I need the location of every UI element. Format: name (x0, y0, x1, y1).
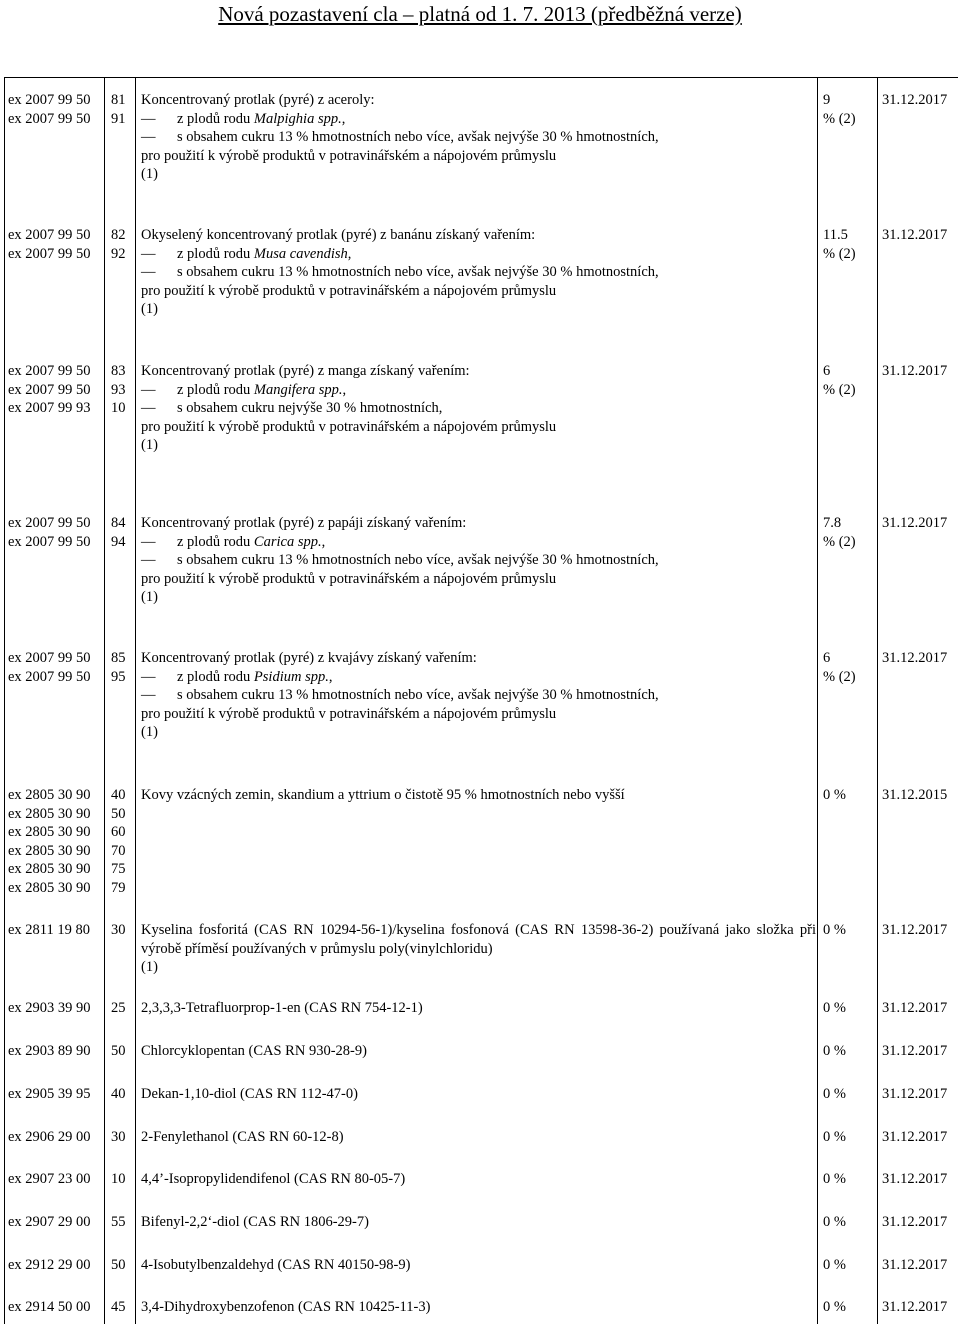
taric-code: 40 (111, 787, 126, 803)
taric-code: 91 (111, 110, 126, 127)
footnote-ref: (1) (141, 959, 158, 976)
description-main: Koncentrovaný protlak (pyré) z papáji získaný vařením: (141, 515, 467, 531)
taric-cell (111, 362, 133, 418)
taric-code: 75 (111, 861, 126, 878)
cn-code: ex 2805 30 90 (8, 879, 91, 896)
species-name: Carica spp. (253, 533, 322, 550)
origin-suffix: , (321, 533, 326, 550)
description-use: pro použití k výrobě produktů v potravinářském a nápojovém průmyslu (141, 418, 557, 435)
sugar-condition: s obsahem cukru nejvýše 30 % hmotnostních, (177, 400, 443, 417)
duty-rate: 0 % (823, 1171, 846, 1187)
origin-prefix: z plodů rodu (177, 381, 254, 398)
duty-rate: 7.8 (823, 515, 842, 531)
description-cell: Bifenyl-2,2‘-diol (CAS RN 1806-29-7) (141, 1214, 369, 1230)
end-date: 31.12.2017 (882, 515, 948, 531)
taric-code: 40 (111, 1086, 126, 1102)
duty-rate: 0 % (823, 1214, 846, 1230)
description-sub-sugar (141, 128, 816, 147)
end-date: 31.12.2017 (882, 227, 948, 243)
origin-prefix: z plodů rodu (177, 668, 254, 685)
duty-rate-cell (823, 226, 878, 263)
cn-code-cell (8, 514, 106, 551)
cn-code-cell (8, 786, 106, 898)
taric-code: 60 (111, 824, 126, 841)
cn-code: ex 2906 29 00 (8, 1129, 91, 1145)
description-main: Kyselina fosforitá (CAS RN 10294-56-1)/kyselina fosfonová (CAS RN 13598-36-2) používaná jako složka při výrobě příměsí používaných v průmyslu poly(vinylchloridu) (141, 922, 816, 957)
taric-code: 25 (111, 1000, 126, 1016)
taric-code: 30 (111, 1129, 126, 1145)
duty-rate: 0 % (823, 1257, 846, 1273)
description-sub-origin (141, 110, 816, 129)
description-cell: 2,3,3,3-Tetrafluorprop-1-en (CAS RN 754-12-1) (141, 1000, 423, 1016)
description-main: Koncentrovaný protlak (pyré) z manga získaný vařením: (141, 363, 470, 379)
description-cell: Kovy vzácných zemin, skandium a yttrium o čistotě 95 % hmotnostních nebo vyšší (141, 787, 625, 803)
dash-mark: — (141, 400, 156, 417)
end-date: 31.12.2017 (882, 1129, 948, 1145)
duty-rate: 6 (823, 363, 831, 379)
taric-code: 82 (111, 227, 126, 243)
description-sub-origin (141, 533, 816, 552)
taric-code: 50 (111, 1257, 126, 1273)
column-divider (135, 77, 136, 1324)
description-cell: 3,4-Dihydroxybenzofenon (CAS RN 10425-11-3) (141, 1299, 431, 1315)
description-cell (141, 362, 816, 455)
cn-code-cell (8, 362, 106, 418)
taric-cell (111, 649, 133, 686)
end-date: 31.12.2017 (882, 922, 948, 938)
duty-rate: 0 % (823, 922, 846, 938)
duty-rate: % (2) (823, 381, 856, 398)
sugar-condition: s obsahem cukru 13 % hmotnostních nebo více, avšak nejvýše 30 % hmotnostních, (177, 552, 659, 569)
dash-mark: — (141, 264, 156, 281)
origin-prefix: z plodů rodu (177, 110, 254, 127)
taric-code: 84 (111, 515, 126, 531)
duty-rate-cell (823, 362, 878, 399)
cn-code: ex 2903 89 90 (8, 1043, 91, 1059)
end-date: 31.12.2017 (882, 1171, 948, 1187)
description-use: pro použití k výrobě produktů v potravinářském a nápojovém průmyslu (141, 705, 557, 722)
taric-code: 30 (111, 922, 126, 938)
description-sub-sugar (141, 686, 816, 705)
duty-rate-cell (823, 649, 878, 686)
end-date: 31.12.2015 (882, 787, 948, 803)
origin-suffix: , (341, 110, 346, 127)
description-cell: Chlorcyklopentan (CAS RN 930-28-9) (141, 1043, 367, 1059)
dash-mark: — (141, 687, 156, 704)
cn-code-cell (8, 649, 106, 686)
end-date: 31.12.2017 (882, 1000, 948, 1016)
footnote-ref: (1) (141, 589, 158, 606)
cn-code: ex 2805 30 90 (8, 824, 91, 841)
description-cell: 4,4’-Isopropylidendifenol (CAS RN 80-05-7) (141, 1171, 406, 1187)
duty-rate: 0 % (823, 1129, 846, 1145)
sugar-condition: s obsahem cukru 13 % hmotnostních nebo více, avšak nejvýše 30 % hmotnostních, (177, 129, 659, 146)
duty-rate: 11.5 (823, 227, 848, 243)
dash-mark: — (141, 110, 156, 127)
description-sub-origin (141, 381, 816, 400)
taric-code: 50 (111, 1043, 126, 1059)
end-date: 31.12.2017 (882, 363, 948, 379)
origin-suffix: , (328, 668, 333, 685)
sugar-condition: s obsahem cukru 13 % hmotnostních nebo více, avšak nejvýše 30 % hmotnostních, (177, 264, 659, 281)
end-date: 31.12.2017 (882, 1086, 948, 1102)
taric-code: 81 (111, 92, 126, 108)
taric-cell (111, 91, 133, 128)
taric-code: 93 (111, 381, 126, 398)
dash-mark: — (141, 533, 156, 550)
taric-code: 45 (111, 1299, 126, 1315)
description-sub-sugar (141, 399, 816, 418)
end-date: 31.12.2017 (882, 650, 948, 666)
description-use: pro použití k výrobě produktů v potravinářském a nápojovém průmyslu (141, 147, 557, 164)
cn-code: ex 2805 30 90 (8, 861, 91, 878)
description-sub-origin (141, 668, 816, 687)
dash-mark: — (141, 668, 156, 685)
cn-code: ex 2811 19 80 (8, 922, 91, 938)
cn-code: ex 2907 29 00 (8, 1214, 91, 1230)
cn-code-cell (8, 91, 106, 128)
cn-code: ex 2903 39 90 (8, 1000, 91, 1016)
footnote-ref: (1) (141, 437, 158, 454)
description-main: Koncentrovaný protlak (pyré) z kvajávy získaný vařením: (141, 650, 477, 666)
end-date: 31.12.2017 (882, 1299, 948, 1315)
page-title: Nová pozastavení cla – platná od 1. 7. 2013 (předběžná verze) (218, 2, 742, 26)
taric-cell (111, 226, 133, 263)
taric-code: 92 (111, 245, 126, 262)
footnote-ref: (1) (141, 724, 158, 741)
duty-rate: 0 % (823, 787, 846, 803)
description-cell (141, 649, 816, 742)
description-sub-origin (141, 245, 816, 264)
taric-code: 10 (111, 400, 126, 417)
cn-code: ex 2805 30 90 (8, 787, 91, 803)
duty-rate: 0 % (823, 1086, 846, 1102)
description-cell: 4-Isobutylbenzaldehyd (CAS RN 40150-98-9) (141, 1257, 411, 1273)
description-cell: 2-Fenylethanol (CAS RN 60-12-8) (141, 1129, 344, 1145)
dash-mark: — (141, 245, 156, 262)
taric-code: 50 (111, 805, 126, 822)
cn-code: ex 2007 99 50 (8, 668, 91, 685)
end-date: 31.12.2017 (882, 1214, 948, 1230)
duty-rate-cell (823, 91, 878, 128)
cn-code: ex 2914 50 00 (8, 1299, 91, 1315)
column-divider (817, 77, 818, 1324)
cn-code: ex 2007 99 50 (8, 515, 91, 531)
description-cell: Dekan-1,10-diol (CAS RN 112-47-0) (141, 1086, 358, 1102)
cn-code: ex 2007 99 50 (8, 245, 91, 262)
cn-code: ex 2007 99 50 (8, 381, 91, 398)
cn-code: ex 2007 99 50 (8, 110, 91, 127)
cn-code: ex 2912 29 00 (8, 1257, 91, 1273)
species-name: Psidium spp. (253, 668, 329, 685)
taric-code: 70 (111, 842, 126, 859)
cn-code: ex 2907 23 00 (8, 1171, 91, 1187)
footnote-ref: (1) (141, 301, 158, 318)
footnote-ref: (1) (141, 166, 158, 183)
cn-code: ex 2007 99 50 (8, 363, 91, 379)
duty-rate: % (2) (823, 245, 856, 262)
duty-rate: 9 (823, 92, 831, 108)
duty-rate-cell (823, 514, 878, 551)
duty-rate: % (2) (823, 533, 856, 550)
cn-code: ex 2805 30 90 (8, 842, 91, 859)
description-cell (141, 226, 816, 319)
duty-rate: % (2) (823, 110, 856, 127)
description-use: pro použití k výrobě produktů v potravinářském a nápojovém průmyslu (141, 570, 557, 587)
end-date: 31.12.2017 (882, 92, 948, 108)
cn-code: ex 2007 99 93 (8, 400, 91, 417)
dash-mark: — (141, 129, 156, 146)
sugar-condition: s obsahem cukru 13 % hmotnostních nebo více, avšak nejvýše 30 % hmotnostních, (177, 687, 659, 704)
duty-rate: 0 % (823, 1000, 846, 1016)
dash-mark: — (141, 381, 156, 398)
description-cell (141, 921, 816, 977)
cn-code: ex 2007 99 50 (8, 227, 91, 243)
origin-suffix: , (342, 381, 347, 398)
end-date: 31.12.2017 (882, 1043, 948, 1059)
origin-suffix: , (347, 245, 352, 262)
description-main: Okyselený koncentrovaný protlak (pyré) z banánu získaný vařením: (141, 227, 536, 243)
species-name: Mangifera spp. (253, 381, 343, 398)
taric-code: 10 (111, 1171, 126, 1187)
cn-code: ex 2805 30 90 (8, 805, 91, 822)
description-cell (141, 514, 816, 607)
dash-mark: — (141, 552, 156, 569)
taric-code: 94 (111, 533, 126, 550)
taric-cell (111, 514, 133, 551)
cn-code: ex 2007 99 50 (8, 533, 91, 550)
species-name: Malpighia spp. (253, 110, 342, 127)
description-main: Koncentrovaný protlak (pyré) z aceroly: (141, 92, 375, 108)
duty-rate: % (2) (823, 668, 856, 685)
duty-rate: 0 % (823, 1043, 846, 1059)
taric-code: 79 (111, 879, 126, 896)
cn-code: ex 2007 99 50 (8, 650, 91, 666)
taric-code: 85 (111, 650, 126, 666)
taric-code: 95 (111, 668, 126, 685)
cn-code-cell (8, 226, 106, 263)
description-sub-sugar (141, 551, 816, 570)
duty-rate: 6 (823, 650, 831, 666)
origin-prefix: z plodů rodu (177, 245, 254, 262)
description-sub-sugar (141, 263, 816, 282)
cn-code: ex 2007 99 50 (8, 92, 91, 108)
description-use: pro použití k výrobě produktů v potravinářském a nápojovém průmyslu (141, 282, 557, 299)
duty-rate: 0 % (823, 1299, 846, 1315)
description-cell (141, 91, 816, 184)
cn-code: ex 2905 39 95 (8, 1086, 91, 1102)
end-date: 31.12.2017 (882, 1257, 948, 1273)
species-name: Musa cavendish (253, 245, 348, 262)
origin-prefix: z plodů rodu (177, 533, 254, 550)
taric-cell (111, 786, 133, 898)
taric-code: 83 (111, 363, 126, 379)
taric-code: 55 (111, 1214, 126, 1230)
